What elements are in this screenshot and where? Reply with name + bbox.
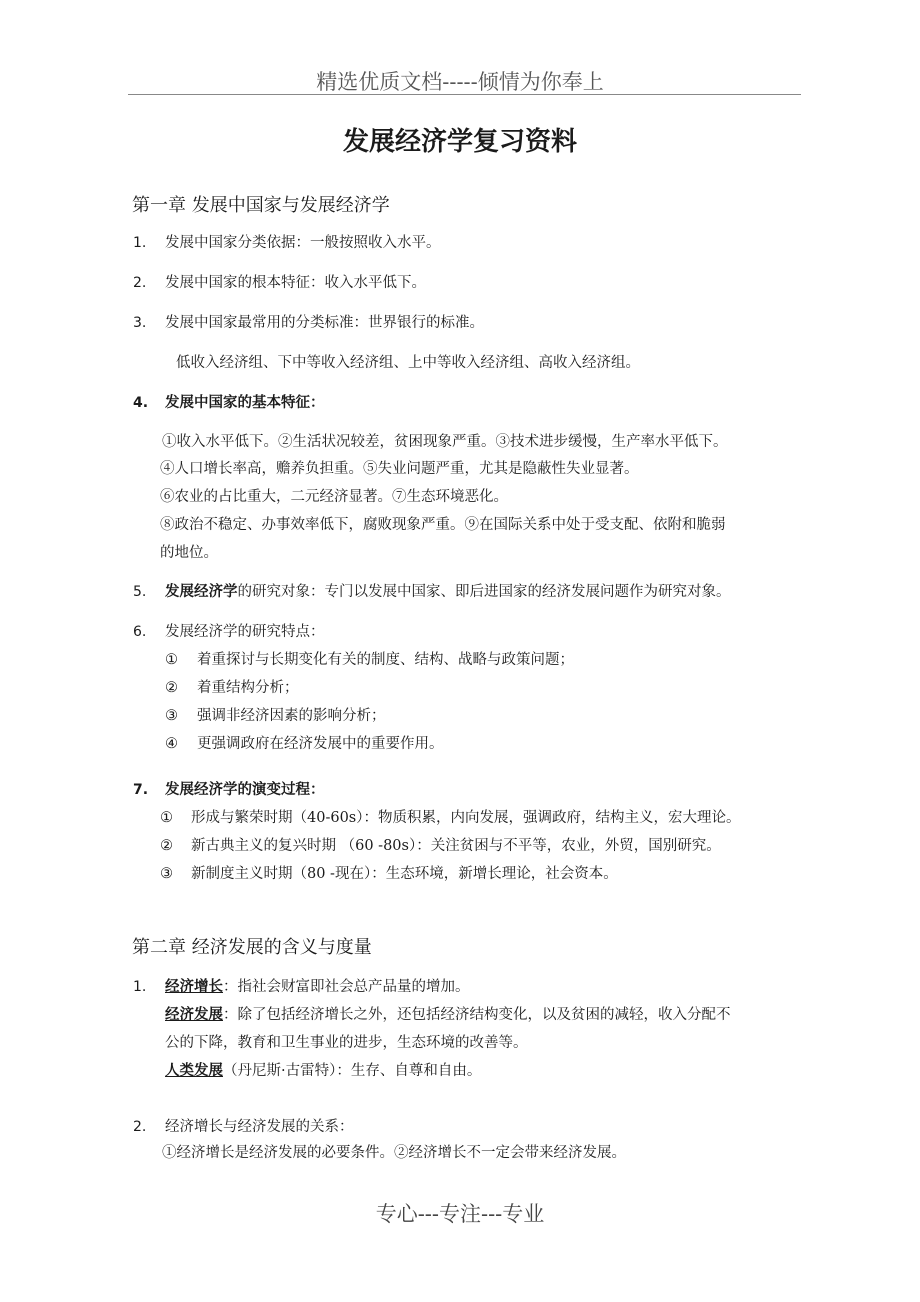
list-item: 发展中国家的基本特征： (165, 394, 325, 411)
item-number: 1. (133, 235, 147, 251)
sub-marker: ② (165, 680, 178, 696)
item-number: 1. (133, 979, 147, 995)
sub-marker: ① (165, 652, 178, 668)
list-item: 发展中国家最常用的分类标准：世界银行的标准。 (165, 315, 484, 331)
item-number: 3. (133, 315, 147, 331)
item-number: 6. (133, 624, 147, 640)
item-number: 2. (133, 275, 147, 291)
page-header: 精选优质文档-----倾情为你奉上 (316, 70, 604, 94)
definition-growth (165, 977, 470, 997)
definition-development (165, 1005, 731, 1025)
list-item-detail: ①收入水平低下。②生活状况较差，贫困现象严重。③技术进步缓慢，生产率水平低下。 (162, 434, 728, 450)
item-number: 5. (133, 584, 147, 600)
page-footer: 专心---专注---专业 (375, 1202, 545, 1226)
item-number: 2. (133, 1119, 147, 1135)
list-item: 发展中国家分类依据：一般按照收入水平。 (165, 235, 441, 251)
list-item-detail: ⑧政治不稳定、办事效率低下，腐败现象严重。⑨在国际关系中处于受支配、依附和脆弱 (160, 517, 726, 533)
sub-marker: ① (160, 810, 173, 826)
sub-item: 新古典主义的复兴时期 （60 -80s）：关注贫困与不平等，农业，外贸，国别研究。 (191, 838, 721, 854)
sub-item: 更强调政府在经济发展中的重要作用。 (197, 736, 444, 752)
term-economic-development: 经济发展 (165, 1006, 223, 1023)
definition-continued: 公的下降，教育和卫生事业的进步，生态环境的改善等。 (165, 1035, 528, 1051)
item-number: 7. (133, 782, 149, 798)
chapter-1-heading: 第一章 发展中国家与发展经济学 (132, 195, 390, 216)
list-item-text: 的研究对象：专门以发展中国家、即后进国家的经济发展问题作为研究对象。 (237, 584, 731, 600)
definition-text: ：除了包括经济增长之外，还包括经济结构变化，以及贫困的减轻，收入分配不 (223, 1007, 731, 1023)
chapter-2-heading: 第二章 经济发展的含义与度量 (132, 937, 372, 958)
term-human-development: 人类发展 (165, 1062, 223, 1079)
list-item-detail: ④人口增长率高，赡养负担重。⑤失业问题严重，尤其是隐蔽性失业显著。 (160, 461, 639, 477)
sub-item: 着重结构分析； (197, 680, 299, 696)
sub-marker: ④ (165, 736, 178, 752)
sub-item: 新制度主义时期（80 -现在）：生态环境，新增长理论，社会资本。 (191, 866, 618, 882)
list-item: 发展经济学的演变过程： (165, 781, 325, 798)
list-item (165, 582, 731, 602)
definition-human-development (165, 1061, 481, 1081)
sub-item: 强调非经济因素的影响分析； (197, 708, 386, 724)
sub-marker: ② (160, 838, 173, 854)
definition-text: （丹尼斯·古雷特）：生存、自尊和自由。 (223, 1063, 482, 1079)
list-item: 发展经济学的研究特点： (165, 624, 325, 640)
emphasis-term: 发展经济学 (165, 583, 238, 600)
list-item-detail: 低收入经济组、下中等收入经济组、上中等收入经济组、高收入经济组。 (176, 355, 640, 371)
list-item: 经济增长与经济发展的关系： (165, 1119, 354, 1135)
list-item-detail: ⑥农业的占比重大，二元经济显著。⑦生态环境恶化。 (160, 489, 508, 505)
term-economic-growth: 经济增长 (165, 978, 223, 995)
item-number: 4. (133, 395, 149, 411)
sub-marker: ③ (165, 708, 178, 724)
sub-item: 形成与繁荣时期（40-60s）：物质积累，内向发展，强调政府，结构主义，宏大理论。 (191, 810, 741, 826)
list-item: 发展中国家的根本特征：收入水平低下。 (165, 275, 426, 291)
list-item-detail: ①经济增长是经济发展的必要条件。②经济增长不一定会带来经济发展。 (162, 1145, 626, 1161)
definition-text: ：指社会财富即社会总产品量的增加。 (223, 979, 470, 995)
sub-item: 着重探讨与长期变化有关的制度、结构、战略与政策问题； (197, 652, 574, 668)
header-rule (128, 94, 801, 95)
sub-marker: ③ (160, 866, 173, 882)
list-item-detail: 的地位。 (160, 545, 218, 561)
document-title: 发展经济学复习资料 (342, 127, 577, 157)
